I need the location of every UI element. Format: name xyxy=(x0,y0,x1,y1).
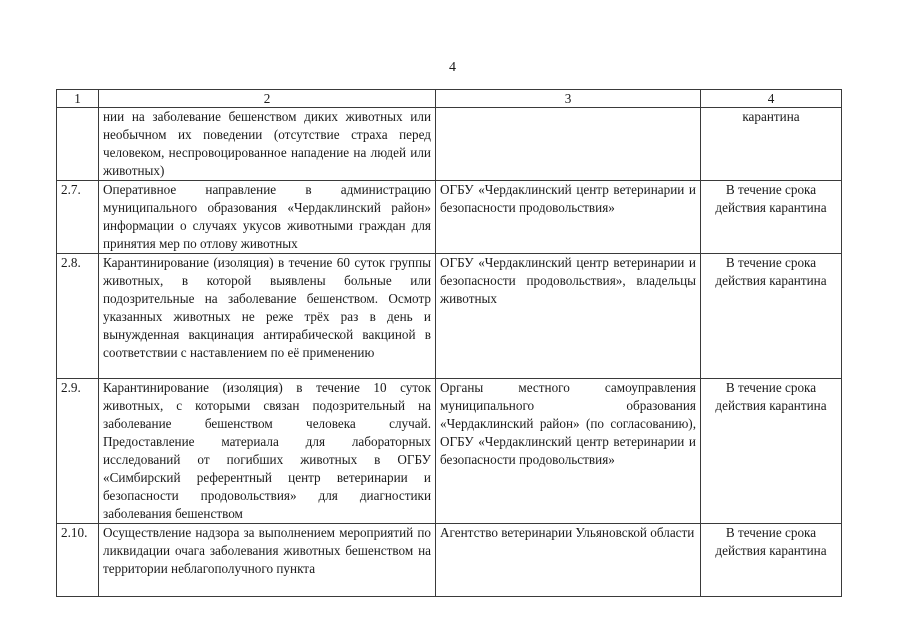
deadline: В течение срока действия карантина xyxy=(701,379,842,524)
table-row xyxy=(57,379,842,524)
responsible-party: ОГБУ «Чердаклинский центр ветеринарии и безопасности продовольствия», владельцы животных xyxy=(436,254,701,379)
measure-description: Осуществление надзора за выполнением мероприятий по ликвидации очага заболевания животных бешенством на территории неблагополучного пункта xyxy=(99,524,436,597)
deadline: В течение срока действия карантина xyxy=(701,254,842,379)
measure-description: Карантинирование (изоляция) в течение 60 суток группы животных, в которой выявлены больные или подозрительные на заболевание бешенством. Осмотр указанных животных не реже трёх раз в день и вынужденная вакцинация антирабической вакциной в соответствии с наставлением по её применению xyxy=(99,254,436,379)
item-number: 2.8. xyxy=(57,254,99,379)
measure-description: Карантинирование (изоляция) в течение 10 суток животных, с которыми связан подозрительный на заболевание бешенством человека случай. Предоставление материала для лабораторных исследований от погибших животных в ОГБУ «Симбирский референтный центр ветеринарии и безопасности продовольствия» для диагностики заболевания бешенством xyxy=(99,379,436,524)
measures-table xyxy=(56,89,842,597)
measure-description: Оперативное направление в администрацию муниципального образования «Чердаклинский район» информации о случаях укусов животными граждан для принятия мер по отлову животных xyxy=(99,181,436,254)
deadline: карантина xyxy=(701,108,842,181)
item-number xyxy=(57,108,99,181)
responsible-party xyxy=(436,108,701,181)
table-row xyxy=(57,524,842,597)
table-row xyxy=(57,181,842,254)
table-header-row xyxy=(57,90,842,108)
column-header-4: 4 xyxy=(701,90,842,108)
measure-description: нии на заболевание бешенством диких животных или необычном их поведении (отсутствие страха перед человеком, неспровоцированное нападение на людей или животных) xyxy=(99,108,436,181)
column-header-1: 1 xyxy=(57,90,99,108)
column-header-2: 2 xyxy=(99,90,436,108)
item-number: 2.9. xyxy=(57,379,99,524)
deadline: В течение срока действия карантина xyxy=(701,524,842,597)
table-row xyxy=(57,254,842,379)
page-number: 4 xyxy=(449,60,456,75)
deadline: В течение срока действия карантина xyxy=(701,181,842,254)
responsible-party: Агентство ветеринарии Ульяновской области xyxy=(436,524,701,597)
table-row xyxy=(57,108,842,181)
item-number: 2.7. xyxy=(57,181,99,254)
responsible-party: Органы местного самоуправления муниципального образования «Чердаклинский район» (по согласованию), ОГБУ «Чердаклинский центр ветеринарии и безопасности продовольствия» xyxy=(436,379,701,524)
responsible-party: ОГБУ «Чердаклинский центр ветеринарии и безопасности продовольствия» xyxy=(436,181,701,254)
item-number: 2.10. xyxy=(57,524,99,597)
column-header-3: 3 xyxy=(436,90,701,108)
